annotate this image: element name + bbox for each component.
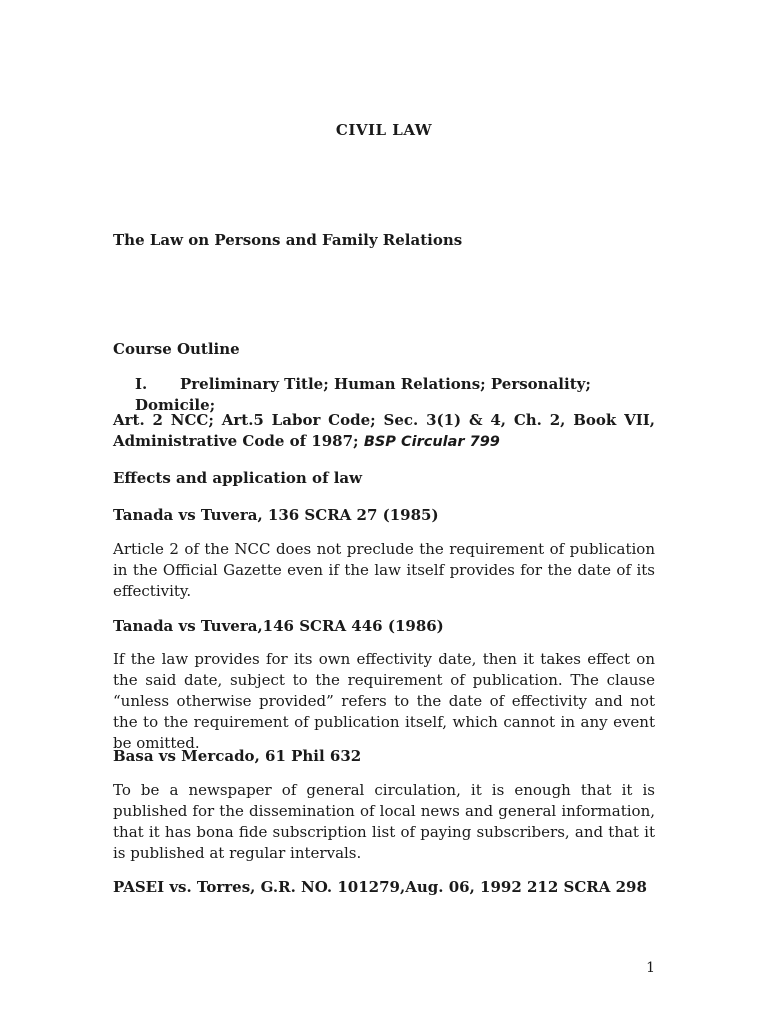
document-subtitle: The Law on Persons and Family Relations <box>113 231 463 249</box>
case-citation-1: Tanada vs Tuvera, 136 SCRA 27 (1985) <box>113 506 439 524</box>
case-citation-4: PASEI vs. Torres, G.R. NO. 101279,Aug. 06, 1992 212 SCRA 298 <box>113 878 647 896</box>
case-summary-2: If the law provides for its own effectivity date, then it takes effect on the said date, subject to the requirement of publication. The clause “unless otherwise provided” refers to the date of effectivity and not the to the requirement of publication itself, which cannot in any event be omitted. <box>113 650 655 752</box>
document-title: CIVIL LAW <box>335 121 433 139</box>
outline-item-number: I. <box>135 375 148 393</box>
references-italic: BSP Circular 799 <box>363 434 500 450</box>
references-paragraph <box>113 410 655 453</box>
case-citation-3: Basa vs Mercado, 61 Phil 632 <box>113 747 362 765</box>
section-heading: Effects and application of law <box>113 469 363 487</box>
case-summary-3: To be a newspaper of general circulation, it is enough that it is published for the dissemination of local news and general information, that it has bona fide subscription list of paying subscribers, and that it is published at regular intervals. <box>113 781 655 862</box>
case-citation-2: Tanada vs Tuvera,146 SCRA 446 (1986) <box>113 617 444 635</box>
outline-item-text: Preliminary Title; Human Relations; Personality; Domicile; <box>135 375 591 414</box>
page-number: 1 <box>646 960 655 976</box>
case-summary-1: Article 2 of the NCC does not preclude the requirement of publication in the Official Gazette even if the law itself provides for the date of its effectivity. <box>113 540 655 600</box>
course-outline-heading: Course Outline <box>113 340 240 358</box>
references-text: Art. 2 NCC; Art.5 Labor Code; Sec. 3(1) & 4, Ch. 2, Book VII, Administrative Code of 1987; <box>113 411 655 450</box>
